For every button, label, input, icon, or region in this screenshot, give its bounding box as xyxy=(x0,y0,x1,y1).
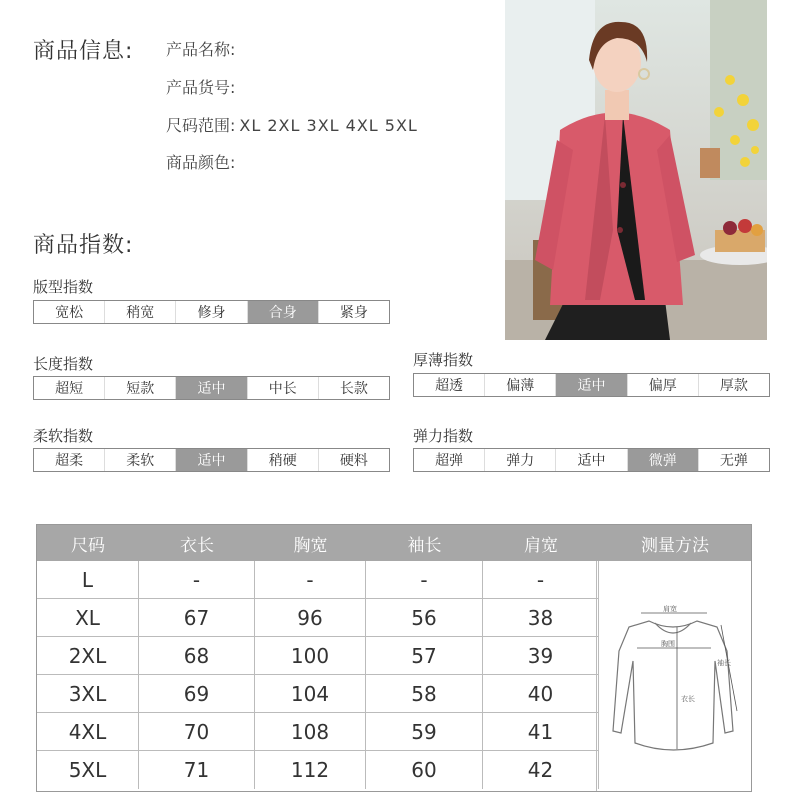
sleeve-cell: 59 xyxy=(366,713,483,750)
sleeve-cell: 58 xyxy=(366,675,483,712)
info-label: 产品名称: xyxy=(166,40,236,59)
scale-option: 中长 xyxy=(248,377,319,399)
diagram-sleeve-label: 袖长 xyxy=(717,659,731,667)
table-row xyxy=(37,675,599,713)
length-cell: 68 xyxy=(139,637,255,674)
info-label: 商品颜色: xyxy=(166,153,236,172)
model-wearing-jacket-icon xyxy=(505,0,767,340)
elasticity-index-label: 弹力指数 xyxy=(413,427,474,445)
length-cell: 67 xyxy=(139,599,255,636)
size-cell: 2XL xyxy=(37,637,139,674)
scale-option: 适中 xyxy=(176,449,247,471)
fit-index-scale xyxy=(33,300,390,324)
size-cell: XL xyxy=(37,599,139,636)
table-row xyxy=(37,713,599,751)
scale-option: 超弹 xyxy=(414,449,485,471)
info-row-name xyxy=(166,37,239,60)
scale-option: 厚款 xyxy=(719,378,748,394)
scale-option: 微弹 xyxy=(628,449,699,471)
sleeve-cell: - xyxy=(366,561,483,598)
table-row xyxy=(37,599,599,637)
shoulder-cell: 42 xyxy=(483,751,599,789)
sleeve-cell: 56 xyxy=(366,599,483,636)
scale-option: 宽松 xyxy=(34,301,105,323)
product-info-heading: 商品信息: xyxy=(33,39,134,64)
shoulder-cell: 40 xyxy=(483,675,599,712)
size-cell: 4XL xyxy=(37,713,139,750)
size-table xyxy=(36,524,752,792)
scale-option: 短款 xyxy=(105,377,176,399)
thickness-index-scale xyxy=(413,373,770,397)
info-label: 尺码范围: xyxy=(166,116,236,135)
chest-cell: 108 xyxy=(255,713,366,750)
size-cell: 3XL xyxy=(37,675,139,712)
fit-index-label: 版型指数 xyxy=(33,278,94,296)
table-row xyxy=(37,637,599,675)
length-cell: 71 xyxy=(139,751,255,789)
info-row-sku xyxy=(166,75,239,98)
scale-option: 超柔 xyxy=(34,449,105,471)
scale-option: 偏厚 xyxy=(628,374,699,396)
scale-option: 无弹 xyxy=(719,453,748,469)
scale-option: 弹力 xyxy=(485,449,556,471)
chest-cell: 96 xyxy=(255,599,366,636)
scale-option: 紧身 xyxy=(339,305,368,321)
length-index-scale xyxy=(33,376,390,400)
header-measure-method: 测量方法 xyxy=(641,535,709,556)
scale-option: 稍宽 xyxy=(105,301,176,323)
product-photo xyxy=(505,0,767,340)
diagram-chest-label: 胸围 xyxy=(661,640,675,648)
scale-option: 偏薄 xyxy=(485,374,556,396)
chest-cell: 104 xyxy=(255,675,366,712)
chest-cell: - xyxy=(255,561,366,598)
sleeve-cell: 57 xyxy=(366,637,483,674)
info-row-color xyxy=(166,150,239,173)
thickness-index-label: 厚薄指数 xyxy=(413,351,474,369)
shoulder-cell: 38 xyxy=(483,599,599,636)
scale-option: 适中 xyxy=(556,449,627,471)
size-cell: 5XL xyxy=(37,751,139,789)
chest-cell: 100 xyxy=(255,637,366,674)
sleeve-cell: 60 xyxy=(366,751,483,789)
scale-option: 稍硬 xyxy=(248,449,319,471)
size-cell: L xyxy=(37,561,139,598)
softness-index-scale xyxy=(33,448,390,472)
garment-diagram-icon xyxy=(597,561,749,791)
shoulder-cell: - xyxy=(483,561,599,598)
scale-option: 适中 xyxy=(556,374,627,396)
scale-option: 超透 xyxy=(414,374,485,396)
size-table-body xyxy=(37,561,751,791)
softness-index-label: 柔软指数 xyxy=(33,427,94,445)
header-size: 尺码 xyxy=(71,535,105,556)
indices-heading: 商品指数: xyxy=(33,233,134,258)
header-sleeve: 袖长 xyxy=(407,535,442,556)
shoulder-cell: 41 xyxy=(483,713,599,750)
length-cell: - xyxy=(139,561,255,598)
chest-cell: 112 xyxy=(255,751,366,789)
header-shoulder: 肩宽 xyxy=(524,535,558,556)
header-chest: 胸宽 xyxy=(293,535,328,556)
measurement-diagram xyxy=(596,561,751,791)
info-value: XL 2XL 3XL 4XL 5XL xyxy=(239,116,418,135)
length-cell: 69 xyxy=(139,675,255,712)
shoulder-cell: 39 xyxy=(483,637,599,674)
diagram-length-label: 衣长 xyxy=(681,695,695,703)
scale-option: 修身 xyxy=(176,301,247,323)
info-row-size-range xyxy=(166,113,418,136)
table-row xyxy=(37,751,599,789)
header-length: 衣长 xyxy=(180,535,214,556)
size-table-header xyxy=(37,525,751,561)
table-row xyxy=(37,561,599,599)
length-index-label: 长度指数 xyxy=(33,355,94,373)
info-label: 产品货号: xyxy=(166,78,236,97)
length-cell: 70 xyxy=(139,713,255,750)
scale-option: 柔软 xyxy=(105,449,176,471)
scale-option: 超短 xyxy=(34,377,105,399)
elasticity-index-scale xyxy=(413,448,770,472)
scale-option: 长款 xyxy=(339,381,368,397)
scale-option: 合身 xyxy=(248,301,319,323)
diagram-shoulder-label: 肩宽 xyxy=(663,605,677,613)
scale-option: 适中 xyxy=(176,377,247,399)
scale-option: 硬料 xyxy=(339,453,368,469)
